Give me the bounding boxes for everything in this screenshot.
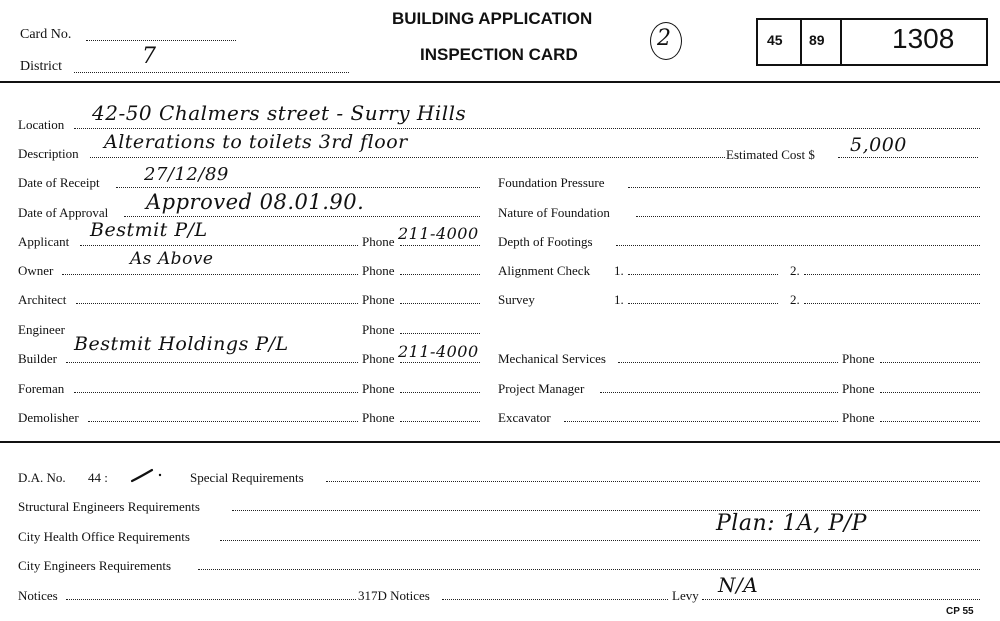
- owner-phone-label: Phone: [362, 263, 395, 278]
- builder-value: Bestmit Holdings P/L: [74, 333, 289, 355]
- foundation-pressure-field[interactable]: [628, 187, 980, 188]
- estimated-cost-field[interactable]: [838, 157, 978, 158]
- levy-label: Levy: [672, 588, 699, 603]
- city-health-field[interactable]: [220, 540, 980, 541]
- survey-field-1[interactable]: [628, 303, 778, 304]
- survey-num-2: 2.: [790, 292, 800, 307]
- builder-label: Builder: [18, 351, 57, 366]
- demolisher-phone-field[interactable]: [400, 421, 480, 422]
- nature-of-foundation-field[interactable]: [636, 216, 980, 217]
- foreman-label: Foreman: [18, 381, 65, 396]
- project-manager-field[interactable]: [600, 392, 838, 393]
- structural-engineers-label: Structural Engineers Requirements: [18, 499, 200, 514]
- foundation-pressure-label: Foundation Pressure: [498, 175, 605, 190]
- architect-field[interactable]: [76, 303, 358, 304]
- date-of-approval-field[interactable]: [124, 216, 480, 217]
- survey-num-1: 1.: [614, 292, 624, 307]
- form-code: CP 55: [946, 606, 974, 617]
- demolisher-field[interactable]: [88, 421, 358, 422]
- header-rule: [0, 81, 1000, 83]
- title-line-1: BUILDING APPLICATION: [392, 9, 593, 28]
- description-label: Description: [18, 146, 79, 161]
- builder-phone-label: Phone: [362, 351, 395, 366]
- notices-field[interactable]: [66, 599, 356, 600]
- mechanical-services-phone-label: Phone: [842, 351, 875, 366]
- district-label: District: [20, 59, 62, 74]
- description-field[interactable]: [90, 157, 725, 158]
- alignment-check-field-1[interactable]: [628, 274, 778, 275]
- survey-field-2[interactable]: [804, 303, 980, 304]
- district-value: 7: [142, 44, 157, 69]
- description-value: Alterations to toilets 3rd floor: [104, 131, 408, 153]
- architect-phone-field[interactable]: [400, 303, 480, 304]
- notices-317d-label: 317D Notices: [358, 588, 430, 603]
- reference-b: 89: [809, 32, 825, 48]
- engineer-phone-label: Phone: [362, 322, 395, 337]
- middle-rule: [0, 441, 1000, 443]
- builder-phone-value: 211-4000: [398, 342, 479, 361]
- excavator-label: Excavator: [498, 410, 551, 425]
- location-field[interactable]: [74, 128, 980, 129]
- applicant-phone-value: 211-4000: [398, 224, 479, 243]
- excavator-phone-field[interactable]: [880, 421, 980, 422]
- special-requirements-label: Special Requirements: [190, 470, 304, 485]
- reference-a: 45: [767, 32, 783, 48]
- demolisher-label: Demolisher: [18, 410, 79, 425]
- project-manager-phone-field[interactable]: [880, 392, 980, 393]
- date-of-approval-label: Date of Approval: [18, 205, 109, 220]
- date-of-receipt-value: 27/12/89: [144, 164, 229, 185]
- mechanical-services-field[interactable]: [618, 362, 838, 363]
- owner-value: As Above: [130, 249, 214, 269]
- survey-label: Survey: [498, 292, 535, 307]
- city-health-value: Plan: 1A, P/P: [716, 511, 867, 536]
- owner-field[interactable]: [62, 274, 358, 275]
- levy-field[interactable]: [702, 599, 980, 600]
- depth-of-footings-field[interactable]: [616, 245, 980, 246]
- city-engineers-label: City Engineers Requirements: [18, 558, 172, 573]
- location-value: 42-50 Chalmers street - Surry Hills: [92, 101, 467, 125]
- notices-label: Notices: [18, 588, 58, 603]
- checkmark-icon: [126, 466, 166, 486]
- levy-value: N/A: [718, 573, 759, 597]
- city-engineers-field[interactable]: [198, 569, 980, 570]
- alignment-check-num-2: 2.: [790, 263, 800, 278]
- builder-field[interactable]: [66, 362, 358, 363]
- circled-number: 2: [657, 26, 672, 51]
- architect-phone-label: Phone: [362, 292, 395, 307]
- architect-label: Architect: [18, 292, 67, 307]
- nature-of-foundation-label: Nature of Foundation: [498, 205, 610, 220]
- applicant-field[interactable]: [80, 245, 358, 246]
- demolisher-phone-label: Phone: [362, 410, 395, 425]
- notices-317d-field[interactable]: [442, 599, 668, 600]
- city-health-label: City Health Office Requirements: [18, 529, 190, 544]
- special-requirements-field[interactable]: [326, 481, 980, 482]
- foreman-phone-field[interactable]: [400, 392, 480, 393]
- excavator-field[interactable]: [564, 421, 838, 422]
- date-of-receipt-label: Date of Receipt: [18, 175, 100, 190]
- project-manager-phone-label: Phone: [842, 381, 875, 396]
- engineer-phone-field[interactable]: [400, 333, 480, 334]
- alignment-check-field-2[interactable]: [804, 274, 980, 275]
- card-no-label: Card No.: [20, 27, 72, 42]
- engineer-label: Engineer: [18, 322, 65, 337]
- date-of-approval-value: Approved 08.01.90.: [146, 190, 365, 214]
- mechanical-services-phone-field[interactable]: [880, 362, 980, 363]
- depth-of-footings-label: Depth of Footings: [498, 234, 593, 249]
- district-field[interactable]: [74, 72, 349, 73]
- foreman-field[interactable]: [74, 392, 358, 393]
- owner-label: Owner: [18, 263, 54, 278]
- project-manager-label: Project Manager: [498, 381, 585, 396]
- applicant-phone-field[interactable]: [400, 245, 480, 246]
- card-no-field[interactable]: [86, 40, 236, 41]
- da-no-value: 44 :: [88, 470, 108, 485]
- mechanical-services-label: Mechanical Services: [498, 351, 606, 366]
- reference-c: 1308: [892, 23, 955, 54]
- owner-phone-field[interactable]: [400, 274, 480, 275]
- location-label: Location: [18, 117, 65, 132]
- alignment-check-num-1: 1.: [614, 263, 624, 278]
- alignment-check-label: Alignment Check: [498, 263, 591, 278]
- date-of-receipt-field[interactable]: [116, 187, 480, 188]
- estimated-cost-value: 5,000: [850, 134, 907, 156]
- applicant-value: Bestmit P/L: [90, 219, 208, 241]
- applicant-phone-label: Phone: [362, 234, 395, 249]
- da-no-label: D.A. No.: [18, 470, 66, 485]
- estimated-cost-label: Estimated Cost $: [726, 147, 815, 162]
- structural-engineers-field[interactable]: [232, 510, 980, 511]
- excavator-phone-label: Phone: [842, 410, 875, 425]
- applicant-label: Applicant: [18, 234, 70, 249]
- title-line-2: INSPECTION CARD: [420, 45, 578, 64]
- builder-phone-field[interactable]: [400, 362, 480, 363]
- reference-divider-1: [800, 18, 802, 64]
- reference-divider-2: [840, 18, 842, 64]
- foreman-phone-label: Phone: [362, 381, 395, 396]
